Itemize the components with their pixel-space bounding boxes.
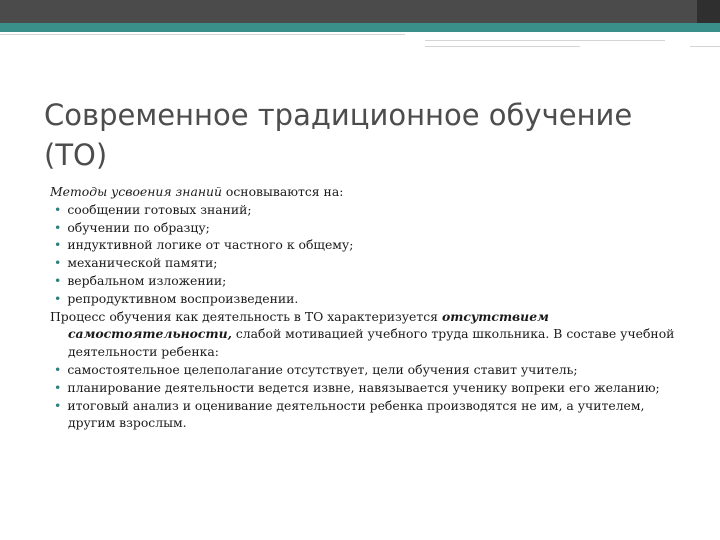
- method-text: механической памяти;: [67, 255, 218, 271]
- method-text: сообщении готовых знаний;: [67, 201, 252, 217]
- bullet-icon: •: [54, 237, 62, 253]
- list-item: [50, 236, 690, 254]
- decor-line: [690, 46, 720, 47]
- decor-line: [425, 40, 665, 41]
- process-emphasis: отсутствием самостоятельности,: [68, 308, 549, 342]
- slide-body: [50, 183, 690, 432]
- list-item: [50, 361, 690, 379]
- list-item: [50, 379, 690, 397]
- list-item: [50, 254, 690, 272]
- accent-bar: [0, 23, 720, 32]
- process-paragraph: [50, 308, 690, 361]
- method-text: индуктивной логике от частного к общему;: [67, 237, 354, 253]
- list-item: [50, 201, 690, 219]
- bullet-icon: •: [54, 201, 62, 217]
- slide-title: Современное традиционное обучение (ТО): [44, 98, 633, 172]
- top-band: [0, 0, 720, 23]
- bullet-icon: •: [54, 219, 62, 235]
- decor-line: [425, 46, 580, 47]
- feature-text: самостоятельное целеполагание отсутствует, цели обучения ставит учитель;: [67, 361, 578, 377]
- bullet-icon: •: [54, 272, 62, 288]
- list-item: [50, 397, 690, 433]
- intro-paragraph: [50, 183, 690, 201]
- list-item: [50, 290, 690, 308]
- bullet-icon: •: [54, 361, 62, 377]
- method-text: обучении по образцу;: [67, 219, 210, 235]
- method-text: вербальном изложении;: [67, 272, 227, 288]
- decor-line: [0, 34, 405, 35]
- intro-rest: основываются на:: [221, 184, 344, 199]
- process-lead: Процесс обучения как деятельность в ТО характеризуется: [50, 308, 442, 324]
- bullet-icon: •: [54, 379, 62, 395]
- corner-block: [697, 0, 720, 23]
- list-item: [50, 219, 690, 237]
- bullet-icon: •: [54, 255, 62, 271]
- process-rest: слабой мотивацией учебного труда школьника. В составе учебной деятельности ребенка:: [68, 326, 675, 360]
- intro-italic: Методы усвоения знаний: [50, 184, 222, 199]
- bullet-icon: •: [54, 397, 62, 413]
- feature-text: итоговый анализ и оценивание деятельности ребенка производятся не им, а учителем, другим взрослым.: [67, 397, 645, 431]
- bullet-icon: •: [54, 290, 62, 306]
- feature-text: планирование деятельности ведется извне, навязывается ученику вопреки его желанию;: [67, 379, 660, 395]
- method-text: репродуктивном воспроизведении.: [67, 290, 299, 306]
- list-item: [50, 272, 690, 290]
